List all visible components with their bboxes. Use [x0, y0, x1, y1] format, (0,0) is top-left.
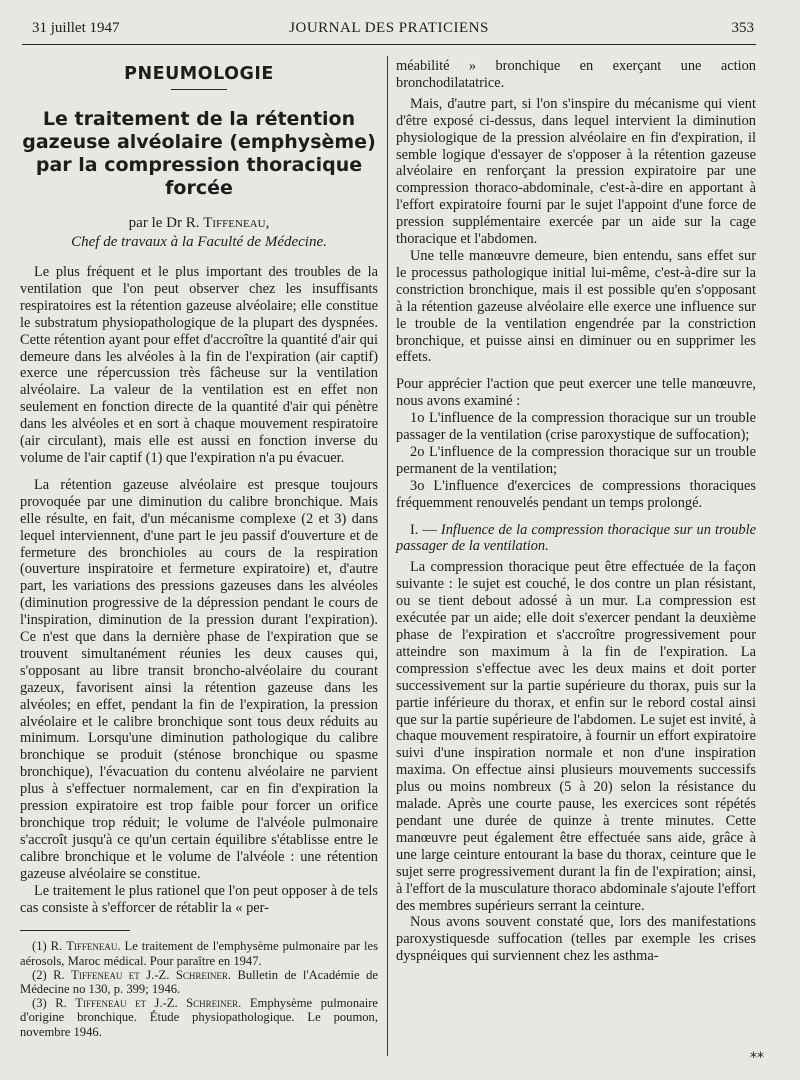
- header-date: 31 juillet 1947: [32, 20, 120, 36]
- column-divider: [387, 56, 388, 1056]
- author-name: Tiffeneau,: [203, 215, 270, 231]
- paragraph: Mais, d'autre part, si l'on s'inspire du mécanisme qui vient d'être exposé ci-dessus, dans lequel intervient la diminution physiologique de la pression alvéolaire en fin d'expiration, il semble logique d'essayer de s'opposer à la rétention gazeuse alvéolaire en renforçant la pression expiratoire par une compression thoraco-abdominale, c'est-à-dire en apportant à l'effort expiratoire fourni par le sujet l'appoint d'une force de pression supplémentaire exercée par un aide sur la cage thoracique et l'abdomen.: [396, 95, 756, 248]
- author-prefix: par le Dr R.: [128, 215, 204, 231]
- paragraph: Le plus fréquent et le plus important des troubles de la ventilation que l'on peut observer chez les insuffisants respiratoires est la rétention gazeuse alvéolaire; elle constitue le substratum physiopathologique de la plupart des dyspnées. Cette rétention ayant pour effet d'accroître la quantité d'air qui demeure dans les alvéoles à la fin de l'expiration (air captif) exerce une répercussion très fâcheuse sur la ventilation alvéolaire. La valeur de la ventilation est en effet non seulement en fonction directe de la quantité d'air qui pénètre dans les alvéoles et en sort à chaque mouvement respiratoire (air circulant), mais elle est aussi en fonction inverse du volume de l'air captif (1) que l'expiration n'a pu évacuer.: [20, 264, 378, 466]
- author-affiliation: Chef de travaux à la Faculté de Médecine.: [71, 234, 327, 250]
- paragraph: Une telle manœuvre demeure, bien entendu, sans effet sur le processus pathologique initial lui-même, c'est-à-dire sur la constriction bronchique, mais il est possible qu'en s'opposant à la rétention gazeuse alvéolaire elle exerce une influence sur le trouble de la ventilation engendrée par la constriction bronchique, et puisse ainsi en diminuer ou en supprimer les effets.: [396, 247, 756, 366]
- paragraph: Le traitement le plus rationel que l'on peut opposer à de tels cas consiste à s'efforcer de rétablir la « per-: [20, 882, 378, 916]
- left-column: [20, 58, 378, 1039]
- footnote: (3) R. Tiffeneau et J.-Z. Schreiner. Emphysème pulmonaire d'origine bronchique. Étude physiopathologique. Le poumon, novembre 1946.: [20, 996, 378, 1039]
- footnotes: [20, 939, 378, 1038]
- section-heading: PNEUMOLOGIE: [124, 64, 274, 84]
- list-item: 1o L'influence de la compression thoracique sur un trouble passager de la ventilation (crise paroxystique de suffocation);: [396, 410, 756, 444]
- paragraph: La compression thoracique peut être effectuée de la façon suivante : le sujet est couché, le dos contre un plan résistant, ou se tient debout adossé à un mur. La compression est exécutée par un aide; elle doit s'exercer pendant la deuxième phase de l'expiration et s'accroître progressivement pour atteindre son maximum à la fin de l'expiration. La compression s'effectue avec les deux mains et doit porter successivement sur la partie supérieure du thorax, puis sur la partie inférieure du thorax, et enfin sur le rebord costal ainsi que sur la partie supérieure de l'abdomen. Le sujet est invité, à chaque mouvement respiratoire, à fournir un effort expiratoire suivi d'une inspiration normale et non d'une inspiration maxima. On effectue ainsi plusieurs mouvements successifs plus ou moins nombreux (5 à 20) selon la résistance du malade. Après une courte pause, les exercices sont répétés pendant une durée de quinze à trente minutes. Cette manœuvre peut également être effectuée sans aide, grâce à une large ceinture entourant la base du thorax, ceinture que le sujet serre progressivement durant la fin de l'expiration; ainsi, à l'effort de la musculature thoraco abdominale s'ajoute l'effort des membres supérieurs serrant la ceinture.: [396, 559, 756, 914]
- list-item: 3o L'influence d'exercices de compressions thoraciques fréquemment renouvelés pendant un temps prolongé.: [396, 477, 756, 511]
- paragraph: La rétention gazeuse alvéolaire est presque toujours provoquée par une diminution du calibre bronchique. Mais elle résulte, en fait, d'un mécanisme complexe (2 et 3) dans lequel interviennent, d'une part le jeu passif d'ouverture et de fermeture des bronchioles au cours de la respiration (ouverture inspiratoire et fermeture expiratoire) et, d'autre part, les variations des pressions gazeuses dans les alvéoles (diminution progressive de la dépression pendant le cours de l'inspiration, diminution de la pression durant l'expiration). Ce n'est que dans la dernière phase de l'expiration que se trouvent simultanément réunies les deux causes qui, s'opposant au libre transit broncho-alvéolaire du courant gazeux, favorisent ainsi la rétention gazeuse dans les alvéoles; en effet, pendant la fin de l'expiration, la pression alvéolaire et le calibre bronchique sont tous deux réduits au minimum. Lorsqu'une diminution pathologique du calibre bronchique se produit (sténose bronchique ou spasme bronchique), l'évacuation du contenu alvéolaire ne parvient plus à s'effectuer normalement, car en fin d'expiration la pression expiratoire est trop faible pour forcer un orifice bronchique trop réduit; le volume de l'alvéole pulmonaire s'accroît jusqu'à ce qu'un certain équilibre s'établisse entre le calibre bronchique et le volume de l'alvéole : une rétention gazeuse alvéolaire se constitue.: [20, 476, 378, 882]
- footnote-rule: [20, 930, 130, 931]
- section-rule: [171, 89, 227, 90]
- header-journal-name: JOURNAL DES PRATICIENS: [289, 20, 489, 36]
- page-mark: **: [750, 1050, 764, 1066]
- footnote: (2) R. Tiffeneau et J.-Z. Schreiner. Bulletin de l'Académie de Médecine no 130, p. 399; 1946.: [20, 967, 378, 997]
- subsection-heading: I. — Influence de la compression thoracique sur un trouble passager de la ventilation.: [396, 521, 756, 555]
- paragraph: Pour apprécier l'action que peut exercer une telle manœuvre, nous avons examiné :: [396, 376, 756, 410]
- running-header: [22, 18, 756, 45]
- article-title: Le traitement de la rétention gazeuse alvéolaire (emphysème) par la compression thoracique forcée: [22, 108, 376, 199]
- list-item: 2o L'influence de la compression thoracique sur un trouble permanent de la ventilation;: [396, 443, 756, 477]
- author-line: [20, 214, 378, 233]
- footnote: (1) R. Tiffeneau. Le traitement de l'emphysème pulmonaire par les aérosols, Maroc médical. Pour paraître en 1947.: [20, 939, 378, 968]
- paragraph: méabilité » bronchique en exerçant une action bronchodilatatrice.: [396, 58, 756, 91]
- right-column: [396, 58, 756, 965]
- header-page-number: 353: [731, 20, 754, 36]
- paragraph: Nous avons souvent constaté que, lors des manifestations paroxystiquesde suffocation (telles par exemple les crises dyspnéiques qui surviennent chez les asthma-: [396, 914, 756, 965]
